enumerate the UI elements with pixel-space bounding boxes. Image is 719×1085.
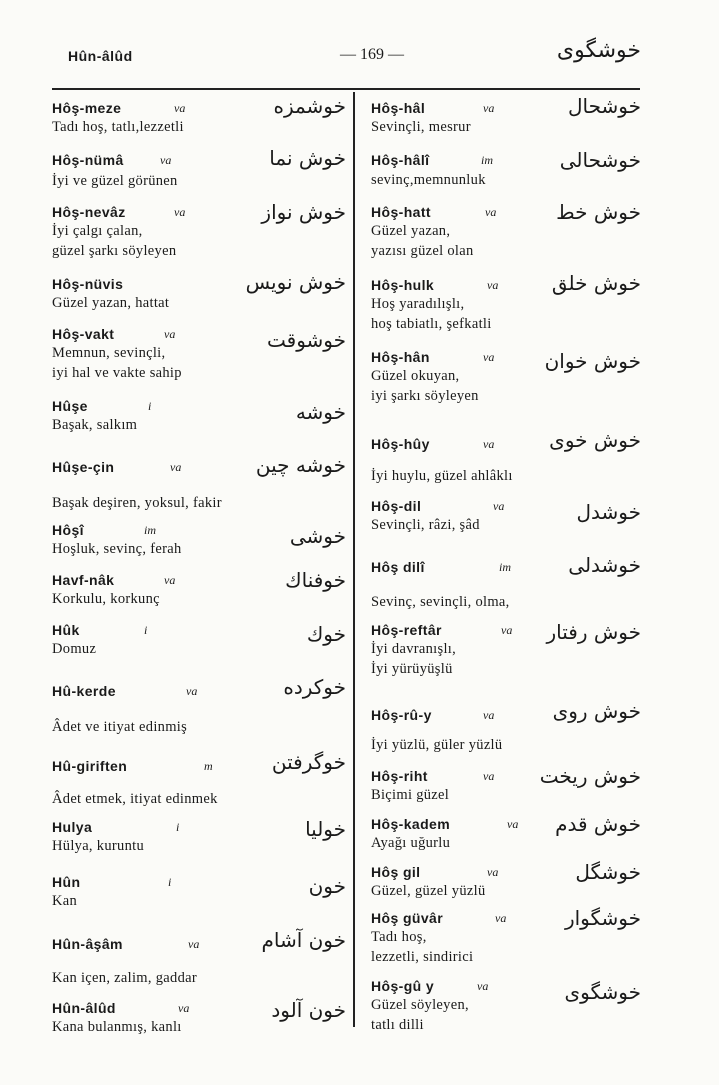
entry-headword: Hôş-reftâr (371, 622, 442, 638)
entry-arabic: خون (308, 874, 346, 898)
entry-definition: iyi şarkı söyleyen (371, 388, 479, 404)
entry-definition: Ayağı uğurlu (371, 835, 451, 851)
header-rule (52, 88, 640, 90)
entry-grammar: va (178, 1001, 190, 1015)
entry-arabic: خوكرده (283, 675, 346, 699)
entry-arabic: خوشگوی (564, 980, 641, 1004)
entry-arabic: خوشحال (568, 94, 641, 118)
entry-arabic: خون آلود (271, 998, 346, 1022)
entry-arabic: خوش نما (269, 146, 346, 170)
entry-definition: Domuz (52, 641, 97, 657)
entry-headword: Hôşî (52, 522, 84, 538)
entry-arabic: خوشوقت (267, 328, 346, 352)
entry-definition: güzel şarkı söyleyen (52, 243, 177, 259)
entry-headword: Hôş-riht (371, 768, 428, 784)
entry-definition: İyi yürüyüşlü (371, 661, 453, 677)
entry-headword: Hôş-gû y (371, 978, 435, 994)
entry-definition: Güzel yazan, hattat (52, 295, 170, 311)
column-divider (353, 92, 355, 1027)
entry-definition: İyi ve güzel görünen (52, 173, 178, 189)
entry-definition: lezzetli, sindirici (371, 949, 474, 965)
entry-definition: Korkulu, korkunç (52, 591, 160, 607)
entry-grammar: m (204, 759, 213, 773)
entry-headword: Hôş-kadem (371, 816, 451, 832)
entry-arabic: خوفناك (285, 568, 346, 592)
entry-arabic: خوش قدم (555, 812, 641, 836)
entry-arabic: خوشدل (576, 500, 641, 524)
entry-definition: hoş tabiatlı, şefkatli (371, 316, 492, 332)
entry-headword: Hûşe (52, 398, 88, 414)
entry-grammar: im (144, 523, 156, 537)
entry-grammar: va (483, 437, 495, 451)
entry-definition: yazısı güzel olan (371, 243, 474, 259)
entry-headword: Hôş-nevâz (52, 204, 126, 220)
entry-headword: Hôş-hulk (371, 277, 435, 293)
entry-definition: Kana bulanmış, kanlı (52, 1019, 182, 1035)
entry-headword: Hôş-dil (371, 498, 422, 514)
entry-grammar: va (485, 205, 497, 219)
entry-definition: Tadı hoş, (371, 929, 427, 945)
entry-headword: Hulya (52, 819, 93, 835)
entry-arabic: خوشگل (575, 860, 641, 884)
entry-grammar: i (176, 820, 180, 834)
entry-grammar: va (501, 623, 513, 637)
entry-arabic: خوشدلی (568, 553, 641, 577)
entry-headword: Hôş-meze (52, 100, 122, 116)
entry-arabic: خوشحالی (559, 148, 641, 172)
entry-headword: Hôş-nümâ (52, 152, 124, 168)
running-headword: Hûn-âlûd (68, 48, 133, 64)
entry-arabic: خوگرفتن (271, 750, 346, 774)
entry-arabic: خوك (306, 622, 346, 646)
entry-headword: Hûşe-çin (52, 459, 115, 475)
entry-headword: Hôş-hâlî (371, 152, 430, 168)
page-header (0, 38, 719, 88)
entry-grammar: im (499, 560, 511, 574)
entry-definition: iyi hal ve vakte sahip (52, 365, 182, 381)
entry-arabic: خوشگوار (564, 906, 641, 930)
entry-grammar: va (477, 979, 489, 993)
entry-headword: Hôş-hatt (371, 204, 431, 220)
entry-grammar: va (174, 101, 186, 115)
entry-definition: İyi huylu, güzel ahlâklı (371, 468, 513, 484)
entry-arabic: خوش نویس (245, 270, 346, 294)
entry-definition: Âdet etmek, itiyat edinmek (52, 791, 218, 807)
entry-grammar: i (144, 623, 148, 637)
entry-headword: Hûk (52, 622, 80, 638)
entry-grammar: va (170, 460, 182, 474)
entry-definition: Tadı hoş, tatlı,lezzetli (52, 119, 184, 135)
entry-arabic: خوش خلق (551, 271, 641, 295)
entry-grammar: va (188, 937, 200, 951)
entry-definition: Âdet ve itiyat edinmiş (52, 719, 188, 735)
entry-headword: Hûn (52, 874, 81, 890)
entry-headword: Hû-giriften (52, 758, 128, 774)
entry-grammar: va (493, 499, 505, 513)
entry-grammar: va (483, 101, 495, 115)
entry-arabic: خوش رفتار (546, 620, 641, 644)
entry-definition: Memnun, sevinçli, (52, 345, 166, 361)
entry-headword: Hôş-nüvis (52, 276, 124, 292)
entry-headword: Hû-kerde (52, 683, 116, 699)
entry-definition: İyi çalgı çalan, (52, 223, 143, 239)
entry-arabic: خوش خوی (549, 428, 641, 452)
entry-arabic: خون آشام (261, 928, 346, 952)
running-headword-arabic: خوشگوی (556, 38, 641, 63)
entry-grammar: va (186, 684, 198, 698)
entry-arabic: خوش ریخت (539, 764, 641, 788)
entry-definition: tatlı dilli (371, 1017, 424, 1033)
entry-arabic: خوش روی (552, 699, 641, 723)
entry-headword: Hôş güvâr (371, 910, 444, 926)
entry-definition: Hoşluk, sevinç, ferah (52, 541, 182, 557)
entry-grammar: va (487, 278, 499, 292)
entry-arabic: خوش خوان (544, 349, 641, 373)
entry-grammar: va (483, 350, 495, 364)
entry-grammar: i (168, 875, 172, 889)
entry-headword: Hôş gil (371, 864, 421, 880)
entry-grammar: i (148, 399, 152, 413)
entry-arabic: خوش خط (556, 200, 641, 224)
entry-definition: Sevinçli, râzi, şâd (371, 517, 480, 533)
entry-grammar: va (487, 865, 499, 879)
entry-headword: Hôş-vakt (52, 326, 115, 342)
entry-definition: Hoş yaradılışlı, (371, 296, 465, 312)
entry-definition: Güzel söyleyen, (371, 997, 469, 1013)
entry-headword: Hôş dilî (371, 559, 425, 575)
entry-definition: Sevinç, sevinçli, olma, (371, 594, 510, 610)
entry-grammar: va (483, 769, 495, 783)
entry-definition: Kan (52, 893, 78, 909)
entry-grammar: im (481, 153, 493, 167)
entry-arabic: خوشه چین (255, 453, 346, 477)
entry-definition: Güzel yazan, (371, 223, 451, 239)
entry-headword: Hôş-hâl (371, 100, 426, 116)
entry-headword: Hôş-hûy (371, 436, 430, 452)
page-number: — 169 — (340, 46, 404, 63)
entry-definition: İyi davranışlı, (371, 641, 457, 657)
entry-definition: Hülya, kuruntu (52, 838, 144, 854)
entry-definition: Güzel, güzel yüzlü (371, 883, 486, 899)
entry-grammar: va (507, 817, 519, 831)
entry-definition: Sevinçli, mesrur (371, 119, 471, 135)
entry-arabic: خوش نواز (261, 200, 346, 224)
entry-grammar: va (164, 573, 176, 587)
entry-grammar: va (495, 911, 507, 925)
entry-headword: Hôş-hân (371, 349, 430, 365)
entry-headword: Havf-nâk (52, 572, 115, 588)
entry-arabic: خوشه (295, 400, 346, 424)
entry-grammar: va (160, 153, 172, 167)
entry-definition: İyi yüzlü, güler yüzlü (371, 737, 503, 753)
entry-definition: Biçimi güzel (371, 787, 450, 803)
entry-grammar: va (174, 205, 186, 219)
entry-headword: Hûn-âşâm (52, 936, 123, 952)
entry-definition: Başak deşiren, yoksul, fakir (52, 495, 222, 511)
entry-definition: sevinç,memnunluk (371, 172, 486, 188)
entry-definition: Güzel okuyan, (371, 368, 460, 384)
entry-grammar: va (164, 327, 176, 341)
entry-definition: Başak, salkım (52, 417, 138, 433)
entry-arabic: خوشی (289, 524, 346, 548)
entry-headword: Hûn-âlûd (52, 1000, 116, 1016)
entry-grammar: va (483, 708, 495, 722)
entry-definition: Kan içen, zalim, gaddar (52, 970, 197, 986)
entry-headword: Hôş-rû-y (371, 707, 432, 723)
entry-arabic: خوشمزه (273, 94, 346, 118)
entry-arabic: خولیا (305, 817, 346, 841)
